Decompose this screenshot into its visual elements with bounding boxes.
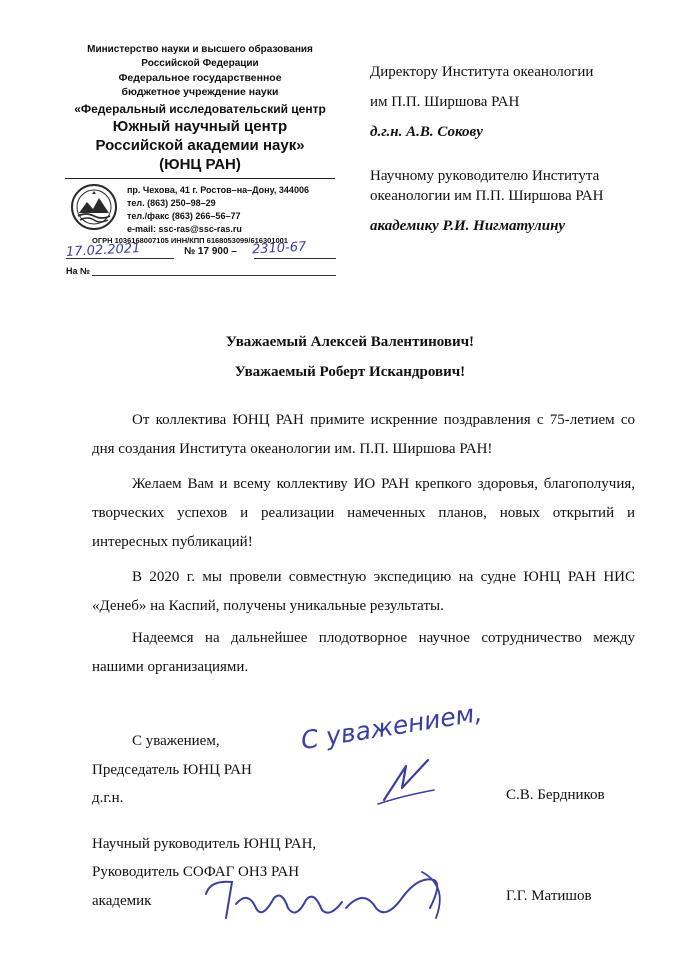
institution-name-line-3: Российской академии наук» (95, 137, 305, 154)
body-paragraph-1: От коллектива ЮНЦ РАН примите искренние поздравления с 75-летием со дня создания Института океанологии им. П.П. Ширшова РАН! (92, 412, 635, 457)
institution-name-line-1: «Федеральный исследовательский центр (74, 102, 326, 116)
signer-2-degree: академик (92, 893, 152, 909)
signature-2-mark (196, 868, 476, 928)
greeting-2: Уважаемый Роберт Искандрович! (234, 364, 466, 380)
address-line: пр. Чехова, 41 г. Ростов–на–Дону, 344006 (127, 185, 309, 195)
ministry-line-2: Российской Федерации (141, 58, 259, 69)
phone-line: тел. (863) 250–98–29 (127, 198, 216, 208)
institution-logo (70, 183, 118, 231)
handwritten-number: 2310-67 (251, 239, 307, 258)
signer-2-title-2: Руководитель СОФАГ ОНЗ РАН (92, 864, 300, 880)
signer-2-title-1: Научный руководитель ЮНЦ РАН, (92, 836, 317, 852)
letterhead-divider (65, 178, 335, 179)
signer-1-name: С.В. Бердников (506, 787, 605, 803)
body-paragraph-4: Надеемся на дальнейшее плодотворное научное сотрудничество между нашими организациями. (92, 630, 635, 675)
institution-abbr: (ЮНЦ РАН) (159, 156, 241, 173)
signer-1-degree: д.г.н. (92, 790, 124, 806)
addressee-2-org: океанологии им П.П. Ширшова РАН (370, 188, 604, 204)
signature-1-mark (372, 752, 442, 808)
ministry-line-1: Министерство науки и высшего образования (87, 44, 313, 55)
reply-ref-underline (92, 275, 336, 276)
signer-2-name: Г.Г. Матишов (506, 888, 592, 904)
outgoing-number-prefix: № 17 900 – (184, 246, 237, 257)
institution-type-line-2: бюджетное учреждение науки (121, 86, 279, 98)
addressee-1-org: им П.П. Ширшова РАН (370, 94, 520, 110)
email-line: e-mail: ssc-ras@ssc-ras.ru (127, 224, 242, 234)
greeting-1: Уважаемый Алексей Валентинович! (225, 334, 475, 350)
addressee-2-name: академику Р.И. Нигматулину (370, 218, 566, 234)
addressee-1-name: д.г.н. А.В. Сокову (370, 124, 483, 140)
regards-line: С уважением, (132, 733, 220, 749)
handwritten-regards-note: С уважением, (298, 697, 485, 756)
signer-1-title: Председатель ЮНЦ РАН (92, 762, 252, 778)
handwritten-date: 17.02.2021 (65, 241, 141, 260)
ogrn-line: ОГРН 1036168007105 ИНН/КПП 6168053099/616301001 (92, 236, 288, 245)
institution-name-line-2: Южный научный центр (112, 118, 288, 135)
fax-line: тел./факс (863) 266–56–77 (127, 211, 241, 221)
reply-ref-label: На № (66, 266, 91, 276)
body-paragraph-2: Желаем Вам и всему коллективу ИО РАН крепкого здоровья, благополучия, творческих успехов и реализации намеченных планов, новых открытий и интересных публикаций! (92, 476, 635, 550)
addressee-2-title: Научному руководителю Института (370, 168, 600, 184)
addressee-1-title: Директору Института океанологии (370, 64, 594, 80)
institution-type-line-1: Федеральное государственное (118, 72, 282, 84)
body-paragraph-3: В 2020 г. мы провели совместную экспедицию на судне ЮНЦ РАН НИС «Денеб» на Каспий, получены уникальные результаты. (92, 569, 635, 614)
number-underline (254, 258, 336, 259)
